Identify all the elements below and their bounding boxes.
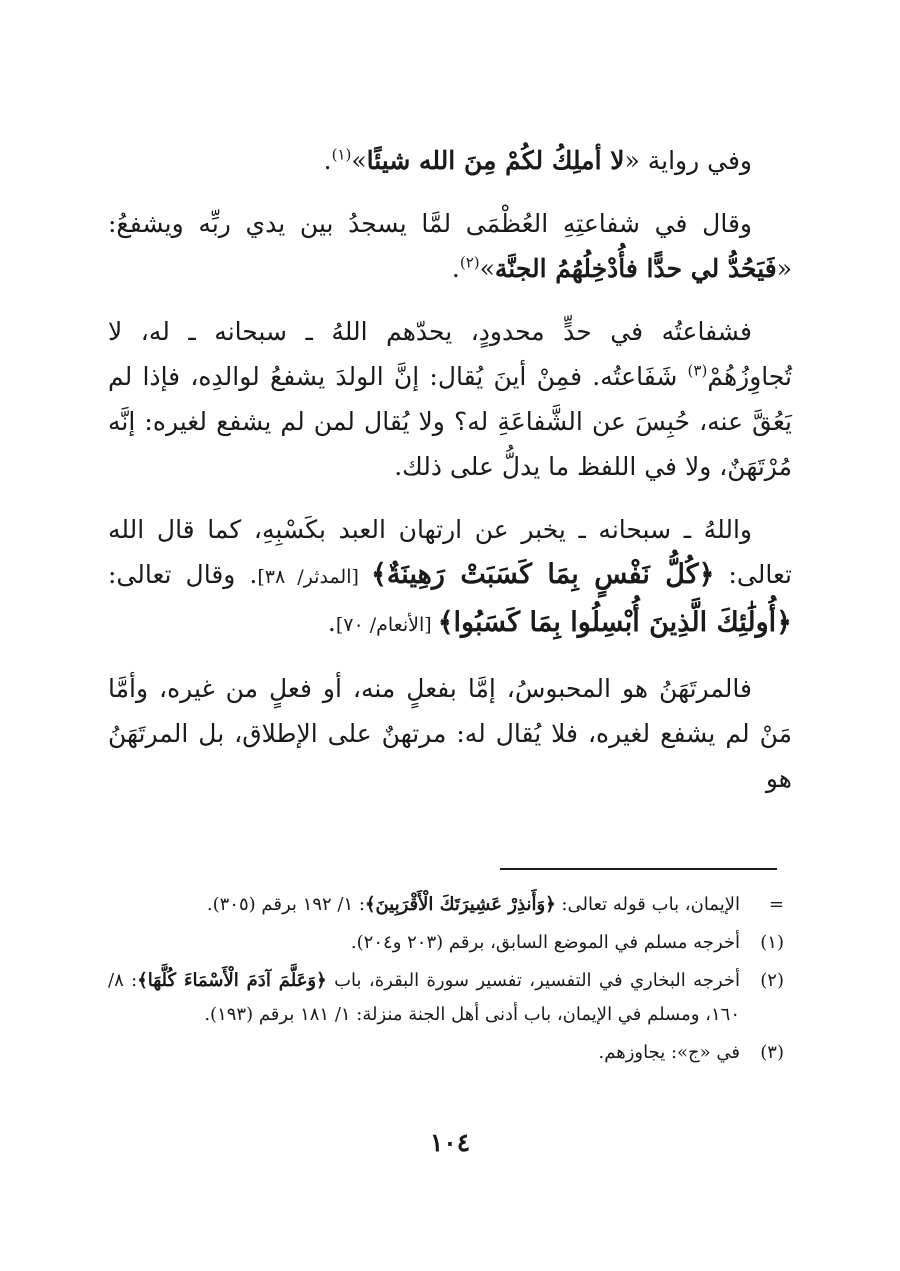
hadith-quote: لا أملِكُ لكُمْ مِنَ الله شيئًا [366, 146, 625, 175]
quran-verse: ﴿وَأَنذِرْ عَشِيرَتَكَ الْأَقْرَبِينَ﴾ [364, 894, 556, 915]
footnotes [108, 888, 784, 1074]
text-run: فالمرتَهَنُ هو المحبوسُ، إمَّا بفعلٍ منه، أو فعلٍ من غيره، وأمَّا مَنْ لم يشفع لغيره، فلا يُقال له: مرتهنٌ على الإطلاق، بل المرتَهَنُ هو [108, 674, 792, 793]
footnote [108, 964, 784, 1032]
footnote-text [108, 970, 740, 1025]
text-run: » [351, 146, 367, 175]
text-run: . [451, 254, 460, 283]
footnote-text [351, 932, 740, 953]
footnote-number: = [768, 894, 784, 915]
footnote-number: (٣) [760, 1042, 784, 1063]
footnote-divider [500, 868, 777, 870]
text-run: . [323, 146, 332, 175]
quran-verse: ﴿وَعَلَّمَ آدَمَ الْأَسْمَاءَ كُلَّهَا﴾ [137, 970, 327, 991]
text-run: شَفَاعتُه. فمِنْ أينَ يُقال: إنَّ الولدَ يشفعُ لوالدِه، فإذا لم يَعُقَّ عنه، حُبِسَ عن الشَّفاعَةِ له؟ ولا يُقال لمن لم يشفع لغيره: إنَّه مُرْتَهَنٌ، ولا في اللفظ ما يدلُّ على ذلك. [108, 362, 792, 481]
footnote-marker: (٣) [687, 361, 708, 380]
footnote-marker: (١) [331, 145, 352, 164]
footnote-number: (١) [760, 932, 784, 953]
paragraph [108, 309, 792, 489]
text-run: » [479, 254, 495, 283]
text-run: . وقال تعالى: [108, 560, 258, 589]
page-number: ١٠٤ [429, 1128, 471, 1157]
footnote [108, 926, 784, 960]
text-run: وقال في شفاعتِهِ العُظْمَى لمَّا يسجدُ بين يدي ربِّه ويشفعُ: « [108, 209, 792, 283]
verse-reference: [الأنعام/ ٧٠] [335, 614, 438, 636]
text-run: واللهُ ـ سبحانه ـ يخبر عن ارتهان العبد بكَسْبِهِ، كما قال الله تعالى: [108, 515, 792, 589]
quran-verse: ﴿كُلُّ نَفْسٍ بِمَا كَسَبَتْ رَهِينَةٌ﴾ [371, 559, 715, 590]
footnote-text [599, 1042, 740, 1063]
verse-reference: [المدثر/ ٣٨] [257, 566, 371, 588]
text-run: الإيمان، باب قوله تعالى: [555, 894, 740, 915]
main-text [108, 138, 792, 819]
text-run: أخرجه البخاري في التفسير، تفسير سورة البقرة، باب [326, 970, 740, 991]
paragraph [108, 138, 792, 183]
text-run: فشفاعتُه في حدٍّ محدودٍ، يحدّهم اللهُ ـ سبحانه ـ له، لا تُجاوِزُهُمْ [108, 317, 792, 391]
paragraph [108, 666, 792, 801]
text-run: : ٨/ ١٦٠، ومسلم في الإيمان، باب أدنى أهل الجنة منزلة: ١/ ١٨١ برقم (١٩٣). [108, 970, 740, 1025]
text-run: : ١/ ١٩٢ برقم (٣٠٥). [206, 894, 365, 915]
footnote-text [207, 894, 740, 915]
text-run: في «ج»: يجاوزهم. [598, 1042, 740, 1063]
footnote [108, 1036, 784, 1070]
text-run: وفي رواية « [624, 146, 752, 175]
footnote-number: (٢) [760, 970, 784, 991]
quran-verse: ﴿أُولَٰئِكَ الَّذِينَ أُبْسِلُوا بِمَا كَسَبُوا﴾ [437, 607, 792, 638]
hadith-quote: فَيَحُدُّ لي حدًّا فأُدْخِلُهُمُ الجنَّة [494, 254, 777, 283]
paragraph [108, 507, 792, 648]
text-run: . [327, 608, 336, 637]
footnote-marker: (٢) [459, 253, 480, 272]
paragraph [108, 201, 792, 291]
text-run: أخرجه مسلم في الموضع السابق، برقم (٢٠٣ و٢٠٤). [350, 932, 740, 953]
footnote [108, 888, 784, 922]
